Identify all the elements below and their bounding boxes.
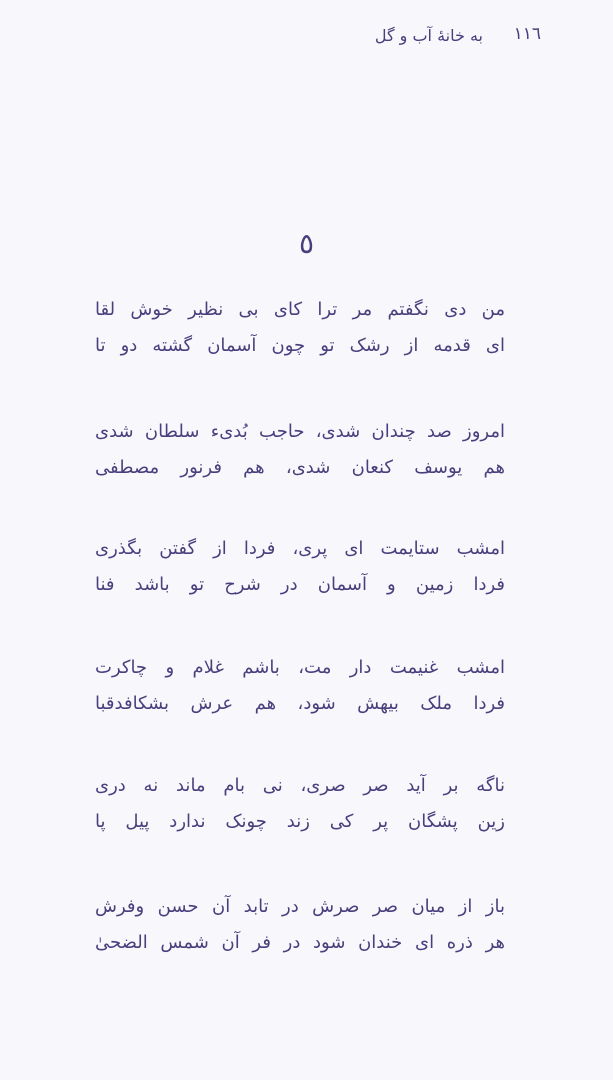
verse-line: فردا ملک بیهش شود، هم عرش بشکافدقبا [95,693,505,714]
page-number: ١١٦ [513,24,541,44]
verse-line: هر ذره ای خندان شود در فر آن شمس الضحیٰ [95,932,505,953]
stanza [95,292,505,364]
book-title: به خانهٔ آب و گل [374,26,483,45]
stanza [95,889,505,961]
stanza [95,414,505,486]
verse-line: امروز صد چندان شدی، حاجب بُدیء سلطان شدی [95,421,505,442]
verse-line: زین پشگان پر کی زند چونک ندارد پیل پا [95,811,505,832]
stanza [95,768,505,840]
verse-line: باز از میان صر صرش در تابد آن حسن وفرش [95,896,505,917]
verse-line: فردا زمین و آسمان در شرح تو باشد فنا [95,574,505,595]
verse-line: امشب ستایمت ای پری، فردا از گفتن بگذری [95,538,505,559]
running-header [0,24,613,54]
verse-line: من دی نگفتم مر ترا کای بی نظیر خوش لقا [95,299,505,320]
verse-line: امشب غنیمت دار مت، باشم غلام و چاکرت [95,657,505,678]
verse-line: هم یوسف کنعان شدی، هم فرنور مصطفی [95,457,505,478]
poem-number: ٥ [298,227,315,260]
stanza [95,650,505,722]
stanza [95,531,505,603]
verse-line: ناگه بر آید صر صری، نی بام ماند نه دری [95,775,505,796]
verse-line: ای قدمه از رشک تو چون آسمان گشته دو تا [95,335,505,356]
